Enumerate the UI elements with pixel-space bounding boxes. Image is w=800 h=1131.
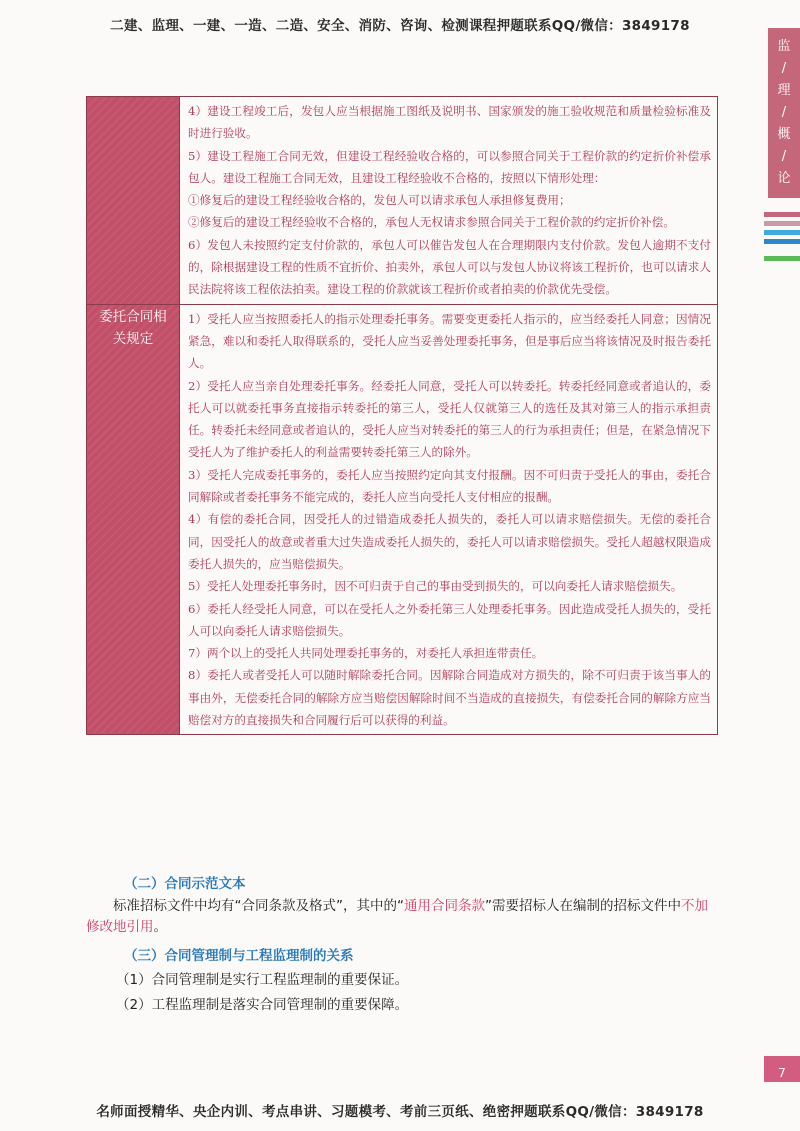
page-header: 二建、监理、一建、一造、二造、安全、消防、咨询、检测课程押题联系QQ/微信：3849178 [110, 18, 690, 34]
list-item: 1）受托人应当按照委托人的指示处理委托事务。需要变更委托人指示的，应当经委托人同意；因情况紧急，难以和委托人取得联系的，受托人应当妥善处理委托事务，但是事后应当将该情况及时报告委托人。 [188, 311, 711, 371]
list-item: 4）有偿的委托合同，因受托人的过错造成委托人损失的，委托人可以请求赔偿损失。无偿的委托合同，因受托人的故意或者重大过失造成委托人损失的，委托人可以请求赔偿损失。受托人超越权限造成委托人损失的，应当赔偿损失。 [188, 512, 711, 571]
row-content-cell [180, 97, 718, 305]
section-side-tab [768, 28, 800, 198]
list-item: （1）合同管理制是实行工程监理制的重要保证。 [116, 972, 409, 988]
list-item: 6）发包人未按照约定支付价款的，承包人可以催告发包人在合理期限内支付价款。发包人逾期不支付的，除根据建设工程的性质不宜折价、拍卖外，承包人可以与发包人协议将该工程折价，也可以请求人民法院将该工程依法拍卖。建设工程的价款就该工程折价或者拍卖的价款优先受偿。 [188, 237, 711, 297]
section-heading: （三）合同管理制与工程监理制的关系 [124, 948, 354, 964]
side-tab-char: / [781, 149, 787, 164]
side-tab-char: 概 [777, 127, 791, 142]
list-item: 7）两个以上的受托人共同处理委托事务的，对委托人承担连带责任。 [188, 646, 544, 661]
list-item: （2）工程监理制是落实合同管理制的重要保障。 [116, 997, 409, 1013]
contract-rules-table [86, 96, 718, 735]
list-item: ①修复后的建设工程经验收合格的，发包人可以请求承包人承担修复费用； [188, 193, 571, 208]
section-paragraph [86, 896, 720, 938]
row-label-line: 委托合同相 [99, 308, 167, 325]
side-tab-char: / [781, 61, 787, 76]
paragraph-text: 。 [153, 919, 167, 935]
color-stripe [764, 212, 800, 217]
side-tab-char: / [781, 105, 787, 120]
color-stripe [764, 230, 800, 235]
list-item: 8）委托人或者受托人可以随时解除委托合同。因解除合同造成对方损失的，除不可归责于该当事人的事由外，无偿委托合同的解除方应当赔偿因解除时间不当造成的直接损失，有偿委托合同的解除方应当赔偿对方的直接损失和合同履行后可以获得的利益。 [188, 668, 711, 728]
paragraph-text: ”需要招标人在编制的招标文件中 [484, 898, 681, 914]
page-footer: 名师面授精华、央企内训、考点串讲、习题模考、考前三页纸、绝密押题联系QQ/微信：3849178 [96, 1104, 704, 1120]
row-label-line: 关规定 [112, 330, 154, 347]
list-item: 5）建设工程施工合同无效，但建设工程经验收合格的，可以参照合同关于工程价款的约定折价补偿承包人。建设工程施工合同无效，且建设工程经验收不合格的，按照以下情形处理： [188, 148, 711, 185]
list-item: 5）受托人处理委托事务时，因不可归责于自己的事由受到损失的，可以向委托人请求赔偿损失。 [188, 579, 683, 594]
list-item: 2）受托人应当亲自处理委托事务。经委托人同意，受托人可以转委托。转委托经同意或者追认的，委托人可以就委托事务直接指示转委托的第三人，受托人仅就第三人的选任及其对第三人的指示承担责任。转委托未经同意或者追认的，受托人应当对转委托的第三人的行为承担责任；但是，在紧急情况下受托人为了维护委托人的利益需要转委托第三人的除外。 [188, 378, 711, 460]
row-content-cell [180, 304, 718, 735]
list-item: 3）受托人完成委托事务的，委托人应当按照约定向其支付报酬。因不可归责于受托人的事由，委托合同解除或者委托事务不能完成的，委托人应当向受托人支付相应的报酬。 [188, 467, 711, 505]
page-number: 7 [764, 1056, 800, 1082]
highlight-text: 通用合同条款 [403, 898, 485, 914]
color-stripe [764, 256, 800, 261]
list-item: ②修复后的建设工程经验收不合格的，承包人无权请求参照合同关于工程价款的约定折价补偿。 [188, 215, 675, 230]
side-tab-char: 论 [777, 171, 791, 186]
side-tab-char: 监 [777, 39, 791, 54]
section-heading: （二）合同示范文本 [124, 876, 246, 892]
table-row [87, 304, 718, 735]
row-label-cell [87, 97, 180, 305]
side-tab-char: 理 [777, 83, 791, 98]
color-stripe [764, 239, 800, 244]
list-item: 6）委托人经受托人同意，可以在受托人之外委托第三人处理委托事务。因此造成受托人损失的，受托人可以向委托人请求赔偿损失。 [188, 601, 711, 638]
color-stripe [764, 221, 800, 226]
table-row [87, 97, 718, 305]
row-label-cell [87, 304, 180, 735]
list-item: 4）建设工程竣工后，发包人应当根据施工图纸及说明书、国家颁发的施工验收规范和质量检验标准及时进行验收。 [188, 104, 711, 141]
highlight-text: 不加修改地引用 [86, 898, 708, 935]
paragraph-text: 标准招标文件中均有“合同条款及格式”，其中的“ [113, 898, 404, 914]
